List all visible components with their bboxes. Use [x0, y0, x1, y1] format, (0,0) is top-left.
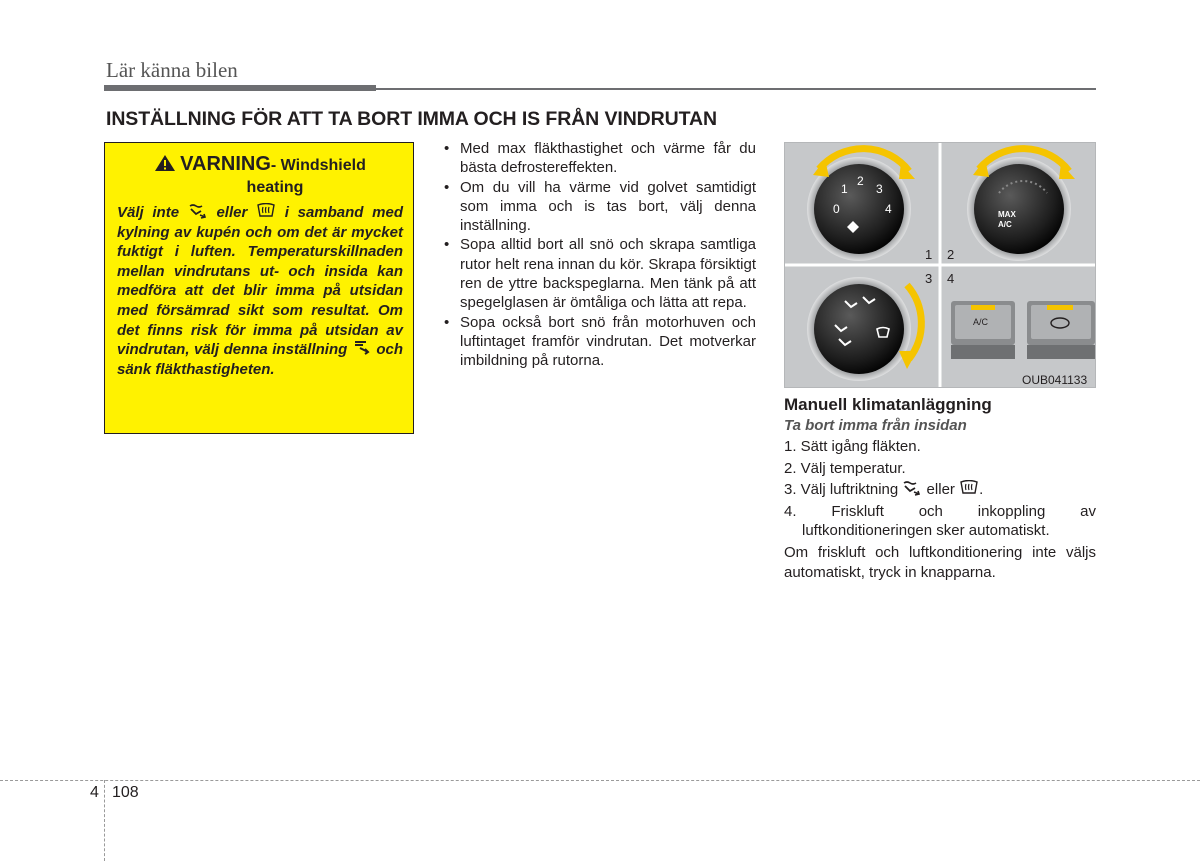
knob1-label-1: 1 — [841, 182, 848, 196]
footer-rule — [0, 780, 1200, 781]
defrost-icon — [256, 203, 276, 219]
step-3 — [784, 479, 1096, 501]
knob1-label-2: 2 — [857, 174, 864, 188]
warning-text-b: eller — [207, 204, 257, 221]
list-item: • Med max fläkthastighet och värme får du bästa defrostereffekten. — [442, 139, 756, 178]
climate-control-figure — [784, 142, 1096, 388]
knob2-label-ac: A/C — [998, 220, 1012, 229]
step-4: 4. Friskluft och inkoppling av luftkonditioneringen sker automatiskt. — [784, 502, 1096, 539]
panel-label-2: 2 — [947, 247, 955, 262]
warning-heading — [117, 153, 403, 199]
header-rule-thin — [376, 88, 1096, 90]
panel-label-3: 3 — [925, 271, 933, 286]
warning-subtitle-2: heating — [246, 179, 304, 196]
knob1-label-3: 3 — [876, 182, 883, 196]
warning-text-a: Välj inte — [117, 204, 188, 221]
step-3-text-c: . — [979, 481, 984, 498]
panel-label-4: 4 — [947, 271, 955, 286]
manual-note: Om friskluft och luftkonditionering inte väljs automatiskt, tryck in knapparna. — [784, 543, 1096, 581]
list-item: • Sopa alltid bort all snö och skrapa samtliga rutor helt rena innan du kör. Skrapa försiktigt ren de yttre backspeglarna. Men tänk på att spegelglasen är ömtåliga och lätta att repa. — [442, 235, 756, 312]
climate-control-illustration — [785, 143, 1095, 387]
figure-code: OUB041133 — [1022, 373, 1088, 387]
ac-button-label: A/C — [973, 317, 989, 327]
page-number: 108 — [112, 784, 139, 801]
warning-box — [104, 142, 414, 434]
warning-word: VARNING — [180, 153, 271, 175]
knob1-label-0: 0 — [833, 202, 840, 216]
step-3-text-b: eller — [922, 481, 960, 498]
floor-defrost-icon — [902, 480, 922, 496]
knob2-label-max: MAX — [998, 210, 1016, 219]
warning-text-c: i samband med kylning av kupén och om det är mycket fuktigt i luften. Temperaturskillnaden mellan vindrutans ut- och insida kan medföra att det blir imma på utsidan med försämrad sikt som resultat. Om det finns risk för imma på utsidan av vindrutan, välj denna inställning — [117, 204, 403, 359]
warning-text — [117, 203, 403, 379]
step-1: 1. Sätt igång fläkten. — [784, 438, 921, 455]
panel-label-1: 1 — [925, 247, 933, 262]
warning-triangle-icon — [154, 154, 176, 172]
footer-chapter-number: 4 — [90, 784, 99, 801]
floor-defrost-icon — [188, 203, 208, 219]
warning-text-d: och sänk fläkthastigheten. — [117, 341, 403, 378]
section-title: INSTÄLLNING FÖR ATT TA BORT IMMA OCH IS FRÅN VINDRUTAN — [106, 108, 717, 130]
step-2: 2. Välj temperatur. — [784, 459, 906, 477]
defrost-icon — [959, 480, 979, 496]
manual-climate-section — [784, 394, 1096, 583]
list-item: • Om du vill ha värme vid golvet samtidigt som imma och is tas bort, välj denna inställning. — [442, 178, 756, 236]
list-item: • Sopa också bort snö från motorhuven och luftintaget framför vindrutan. Det motverkar imbildning på rutorna. — [442, 313, 756, 371]
knob1-label-4: 4 — [885, 202, 892, 216]
header-rule-thick — [104, 85, 376, 91]
bullet-list — [442, 139, 756, 371]
chapter-title: Lär känna bilen — [106, 58, 238, 82]
footer-vertical-rule — [104, 780, 105, 861]
floor-vent-icon — [352, 340, 372, 356]
manual-subheading: Ta bort imma från insidan — [784, 417, 967, 434]
manual-heading: Manuell klimatanläggning — [784, 395, 992, 414]
warning-subtitle-1: - Windshield — [270, 157, 366, 174]
step-3-text-a: 3. Välj luftriktning — [784, 481, 903, 498]
